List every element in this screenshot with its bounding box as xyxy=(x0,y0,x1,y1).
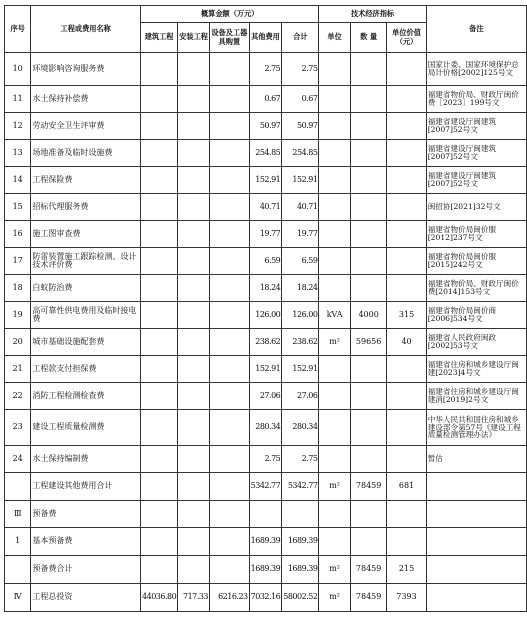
seq-cell: 17 xyxy=(5,248,31,275)
qty-cell xyxy=(350,140,387,167)
header-notes: 备注 xyxy=(426,6,526,53)
header-estimate-group: 概算金额（万元） xyxy=(141,6,319,23)
install-cell xyxy=(178,556,210,584)
other-cell: 6.59 xyxy=(249,248,282,275)
table-row xyxy=(5,113,527,140)
unit-cell xyxy=(319,248,350,275)
unit-value-cell xyxy=(387,410,426,446)
building-cell xyxy=(141,140,178,167)
install-cell xyxy=(178,410,210,446)
other-cell: 254.85 xyxy=(249,140,282,167)
equipment-cell xyxy=(210,302,250,329)
total-cell: 238.62 xyxy=(282,329,319,356)
header-building: 建筑工程 xyxy=(141,23,178,53)
equipment-cell xyxy=(210,556,250,584)
other-cell: 19.77 xyxy=(249,221,282,248)
header-row-top xyxy=(5,6,527,23)
unit-cell xyxy=(319,140,350,167)
install-cell xyxy=(178,53,210,86)
total-cell: 280.34 xyxy=(282,410,319,446)
unit-value-cell xyxy=(387,275,426,302)
notes-cell xyxy=(426,528,526,556)
other-cell: 40.71 xyxy=(249,194,282,221)
seq-cell: 11 xyxy=(5,86,31,113)
seq-cell: 15 xyxy=(5,194,31,221)
table-row xyxy=(5,221,527,248)
table-row xyxy=(5,410,527,446)
install-cell xyxy=(178,446,210,473)
notes-cell: 福建省建设厅闽建筑[2007]52号文 xyxy=(426,113,526,140)
building-cell xyxy=(141,556,178,584)
notes-cell: 中华人民共和国住房和城乡建设部令第57号《建设工程质量检测管理办法》 xyxy=(426,410,526,446)
total-cell: 126.00 xyxy=(282,302,319,329)
unit-value-cell: 40 xyxy=(387,329,426,356)
notes-cell: 闽招协[2021]32号文 xyxy=(426,194,526,221)
equipment-cell xyxy=(210,501,250,528)
equipment-cell xyxy=(210,140,250,167)
unit-cell xyxy=(319,410,350,446)
name-cell: 工程建设其他费用合计 xyxy=(31,473,141,501)
install-cell xyxy=(178,275,210,302)
table-row xyxy=(5,356,527,383)
unit-value-cell xyxy=(387,528,426,556)
total-cell: 0.67 xyxy=(282,86,319,113)
other-cell: 5342.77 xyxy=(249,473,282,501)
equipment-cell xyxy=(210,53,250,86)
qty-cell xyxy=(350,356,387,383)
name-cell: 建设工程质量检测费 xyxy=(31,410,141,446)
other-cell: 126.00 xyxy=(249,302,282,329)
header-seq: 序号 xyxy=(5,6,31,53)
equipment-cell xyxy=(210,113,250,140)
qty-cell xyxy=(350,275,387,302)
name-cell: 水土保持补偿费 xyxy=(31,86,141,113)
building-cell xyxy=(141,410,178,446)
install-cell: 717.33 xyxy=(178,584,210,612)
name-cell: 环境影响咨询服务费 xyxy=(31,53,141,86)
total-cell: 2.75 xyxy=(282,446,319,473)
total-cell: 58002.52 xyxy=(282,584,319,612)
header-qty: 数 量 xyxy=(350,23,387,53)
notes-cell xyxy=(426,501,526,528)
table-row xyxy=(5,556,527,584)
qty-cell xyxy=(350,194,387,221)
total-cell: 40.71 xyxy=(282,194,319,221)
header-tech-group: 技术经济指标 xyxy=(319,6,426,23)
unit-cell xyxy=(319,383,350,410)
unit-value-cell: 315 xyxy=(387,302,426,329)
header-equipment: 设备及工器具购置 xyxy=(210,23,250,53)
equipment-cell xyxy=(210,446,250,473)
table-row xyxy=(5,302,527,329)
header-install: 安装工程 xyxy=(178,23,210,53)
table-row xyxy=(5,528,527,556)
notes-cell: 福建省物价局闽价服[2015]242号文 xyxy=(426,248,526,275)
install-cell xyxy=(178,167,210,194)
notes-cell: 福建省建设厅闽建筑[2007]52号文 xyxy=(426,140,526,167)
install-cell xyxy=(178,194,210,221)
other-cell: 18.24 xyxy=(249,275,282,302)
unit-value-cell xyxy=(387,53,426,86)
name-cell: 预备费合计 xyxy=(31,556,141,584)
qty-cell: 4000 xyxy=(350,302,387,329)
qty-cell xyxy=(350,501,387,528)
unit-value-cell xyxy=(387,446,426,473)
qty-cell: 78459 xyxy=(350,473,387,501)
unit-cell xyxy=(319,221,350,248)
equipment-cell xyxy=(210,194,250,221)
total-cell: 5342.77 xyxy=(282,473,319,501)
name-cell: 工程总投资 xyxy=(31,584,141,612)
building-cell xyxy=(141,501,178,528)
notes-cell: 福建省住房和城乡建设厅闽建[2023]4号文 xyxy=(426,356,526,383)
table-row xyxy=(5,584,527,612)
name-cell: 消防工程检测检查费 xyxy=(31,383,141,410)
building-cell xyxy=(141,383,178,410)
other-cell: 152.91 xyxy=(249,167,282,194)
name-cell: 预备费 xyxy=(31,501,141,528)
name-cell: 城市基础设施配套费 xyxy=(31,329,141,356)
building-cell xyxy=(141,86,178,113)
equipment-cell xyxy=(210,473,250,501)
seq-cell: 19 xyxy=(5,302,31,329)
seq-cell: Ⅲ xyxy=(5,501,31,528)
seq-cell xyxy=(5,556,31,584)
unit-cell xyxy=(319,113,350,140)
install-cell xyxy=(178,473,210,501)
header-other: 其他费用 xyxy=(249,23,282,53)
other-cell: 2.75 xyxy=(249,53,282,86)
building-cell xyxy=(141,221,178,248)
total-cell: 152.91 xyxy=(282,356,319,383)
header-unit: 单位 xyxy=(319,23,350,53)
equipment-cell xyxy=(210,410,250,446)
notes-cell: 福建省住房和城乡建设厅闽建消[2019]2号文 xyxy=(426,383,526,410)
building-cell xyxy=(141,194,178,221)
unit-cell xyxy=(319,275,350,302)
building-cell xyxy=(141,528,178,556)
equipment-cell xyxy=(210,86,250,113)
building-cell xyxy=(141,113,178,140)
qty-cell xyxy=(350,113,387,140)
seq-cell: 1 xyxy=(5,528,31,556)
qty-cell: 78459 xyxy=(350,584,387,612)
unit-cell xyxy=(319,86,350,113)
name-cell: 工程保险费 xyxy=(31,167,141,194)
qty-cell xyxy=(350,383,387,410)
unit-cell xyxy=(319,53,350,86)
notes-cell: 福建省物价局闽价服[2012]237号文 xyxy=(426,221,526,248)
qty-cell xyxy=(350,86,387,113)
install-cell xyxy=(178,356,210,383)
install-cell xyxy=(178,221,210,248)
building-cell xyxy=(141,356,178,383)
qty-cell xyxy=(350,528,387,556)
install-cell xyxy=(178,528,210,556)
other-cell: 1689.39 xyxy=(249,528,282,556)
table-row xyxy=(5,194,527,221)
name-cell: 工程款支付担保费 xyxy=(31,356,141,383)
total-cell: 2.75 xyxy=(282,53,319,86)
total-cell: 6.59 xyxy=(282,248,319,275)
unit-cell xyxy=(319,446,350,473)
unit-value-cell xyxy=(387,501,426,528)
unit-value-cell xyxy=(387,86,426,113)
name-cell: 施工图审查费 xyxy=(31,221,141,248)
qty-cell xyxy=(350,221,387,248)
total-cell: 19.77 xyxy=(282,221,319,248)
total-cell: 18.24 xyxy=(282,275,319,302)
table-row xyxy=(5,53,527,86)
table-row xyxy=(5,501,527,528)
name-cell: 招标代理服务费 xyxy=(31,194,141,221)
equipment-cell xyxy=(210,167,250,194)
install-cell xyxy=(178,329,210,356)
unit-value-cell: 681 xyxy=(387,473,426,501)
other-cell: 152.91 xyxy=(249,356,282,383)
table-row xyxy=(5,140,527,167)
unit-cell xyxy=(319,528,350,556)
qty-cell: 59656 xyxy=(350,329,387,356)
unit-cell xyxy=(319,167,350,194)
notes-cell: 暂估 xyxy=(426,446,526,473)
equipment-cell xyxy=(210,356,250,383)
unit-cell: m² xyxy=(319,329,350,356)
install-cell xyxy=(178,86,210,113)
total-cell xyxy=(282,501,319,528)
unit-value-cell xyxy=(387,248,426,275)
building-cell xyxy=(141,446,178,473)
other-cell: 1689.39 xyxy=(249,556,282,584)
seq-cell: 14 xyxy=(5,167,31,194)
name-cell: 水土保持编制费 xyxy=(31,446,141,473)
other-cell xyxy=(249,501,282,528)
header-name: 工程或费用名称 xyxy=(31,6,141,53)
notes-cell xyxy=(426,556,526,584)
unit-cell: m² xyxy=(319,473,350,501)
total-cell: 27.06 xyxy=(282,383,319,410)
unit-value-cell: 7393 xyxy=(387,584,426,612)
unit-cell: m² xyxy=(319,556,350,584)
name-cell: 高可靠性供电费用及临时接电费 xyxy=(31,302,141,329)
unit-cell xyxy=(319,356,350,383)
equipment-cell xyxy=(210,329,250,356)
seq-cell: 18 xyxy=(5,275,31,302)
install-cell xyxy=(178,383,210,410)
unit-cell xyxy=(319,194,350,221)
table-row xyxy=(5,167,527,194)
install-cell xyxy=(178,113,210,140)
cost-estimate-table-container xyxy=(4,5,527,612)
qty-cell xyxy=(350,248,387,275)
table-row xyxy=(5,329,527,356)
equipment-cell xyxy=(210,383,250,410)
qty-cell xyxy=(350,167,387,194)
seq-cell: 24 xyxy=(5,446,31,473)
install-cell xyxy=(178,302,210,329)
total-cell: 152.91 xyxy=(282,167,319,194)
notes-cell: 福建省人民政府闽政[2002]53号文 xyxy=(426,329,526,356)
header-unit-value: 单位价值（元） xyxy=(387,23,426,53)
name-cell: 白蚁防治费 xyxy=(31,275,141,302)
total-cell: 1689.39 xyxy=(282,556,319,584)
notes-cell: 福建省物价局闽价商[2006]534号文 xyxy=(426,302,526,329)
seq-cell: 10 xyxy=(5,53,31,86)
seq-cell: 12 xyxy=(5,113,31,140)
seq-cell: 21 xyxy=(5,356,31,383)
seq-cell: Ⅳ xyxy=(5,584,31,612)
qty-cell xyxy=(350,446,387,473)
total-cell: 50.97 xyxy=(282,113,319,140)
notes-cell xyxy=(426,473,526,501)
building-cell xyxy=(141,473,178,501)
unit-value-cell xyxy=(387,167,426,194)
name-cell: 劳动安全卫生评审费 xyxy=(31,113,141,140)
notes-cell: 国家计委、国家环境保护总局计价格[2002]125号文 xyxy=(426,53,526,86)
unit-value-cell xyxy=(387,140,426,167)
seq-cell: 23 xyxy=(5,410,31,446)
seq-cell: 20 xyxy=(5,329,31,356)
name-cell: 防雷装置施工跟踪检测、设计技术评价费 xyxy=(31,248,141,275)
qty-cell: 78459 xyxy=(350,556,387,584)
qty-cell xyxy=(350,53,387,86)
building-cell xyxy=(141,248,178,275)
total-cell: 1689.39 xyxy=(282,528,319,556)
table-row xyxy=(5,248,527,275)
building-cell xyxy=(141,302,178,329)
install-cell xyxy=(178,501,210,528)
equipment-cell xyxy=(210,275,250,302)
other-cell: 7032.16 xyxy=(249,584,282,612)
total-cell: 254.85 xyxy=(282,140,319,167)
unit-cell: kVA xyxy=(319,302,350,329)
cost-estimate-table xyxy=(4,5,527,612)
name-cell: 场地准备及临时设施费 xyxy=(31,140,141,167)
seq-cell: 13 xyxy=(5,140,31,167)
seq-cell: 22 xyxy=(5,383,31,410)
equipment-cell xyxy=(210,248,250,275)
other-cell: 50.97 xyxy=(249,113,282,140)
other-cell: 0.67 xyxy=(249,86,282,113)
table-row xyxy=(5,473,527,501)
equipment-cell: 6216.23 xyxy=(210,584,250,612)
table-row xyxy=(5,383,527,410)
other-cell: 280.34 xyxy=(249,410,282,446)
unit-value-cell xyxy=(387,221,426,248)
unit-value-cell xyxy=(387,356,426,383)
notes-cell: 福建省建设厅闽建筑[2007]52号文 xyxy=(426,167,526,194)
unit-cell xyxy=(319,501,350,528)
equipment-cell xyxy=(210,221,250,248)
notes-cell: 福建省物价局、财政厅闽价费[2014]153号文 xyxy=(426,275,526,302)
notes-cell: 福建省物价局、财政厅闽价费［2023］199号文 xyxy=(426,86,526,113)
other-cell: 238.62 xyxy=(249,329,282,356)
qty-cell xyxy=(350,410,387,446)
table-row xyxy=(5,275,527,302)
install-cell xyxy=(178,140,210,167)
other-cell: 2.75 xyxy=(249,446,282,473)
unit-value-cell: 215 xyxy=(387,556,426,584)
equipment-cell xyxy=(210,528,250,556)
table-row xyxy=(5,446,527,473)
unit-value-cell xyxy=(387,194,426,221)
notes-cell xyxy=(426,584,526,612)
seq-cell: 16 xyxy=(5,221,31,248)
name-cell: 基本预备费 xyxy=(31,528,141,556)
header-total: 合计 xyxy=(282,23,319,53)
building-cell: 44036.80 xyxy=(141,584,178,612)
unit-cell: m² xyxy=(319,584,350,612)
building-cell xyxy=(141,329,178,356)
unit-value-cell xyxy=(387,383,426,410)
building-cell xyxy=(141,53,178,86)
other-cell: 27.06 xyxy=(249,383,282,410)
table-body xyxy=(5,53,527,612)
building-cell xyxy=(141,275,178,302)
seq-cell xyxy=(5,473,31,501)
building-cell xyxy=(141,167,178,194)
table-row xyxy=(5,86,527,113)
unit-value-cell xyxy=(387,113,426,140)
install-cell xyxy=(178,248,210,275)
